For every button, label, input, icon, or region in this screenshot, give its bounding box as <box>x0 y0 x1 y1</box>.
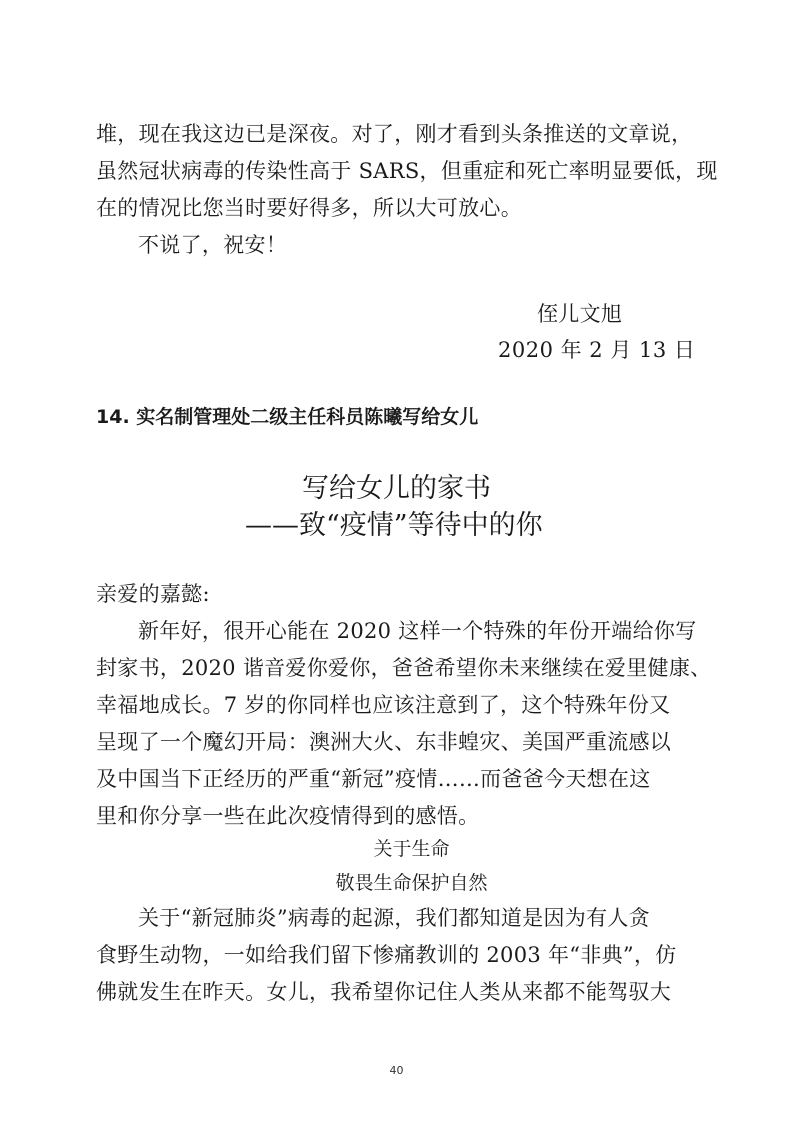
body-text-line: 在的情况比您当时要好得多，所以大可放心。 <box>96 196 522 220</box>
body-text-line: 及中国当下正经历的严重“新冠”疫情……而爸爸今天想在这 <box>96 767 651 791</box>
body-text-line: 关于“新冠肺炎”病毒的起源，我们都知道是因为有人贪 <box>138 906 650 930</box>
letter-title: 写给女儿的家书 <box>302 473 491 504</box>
body-text-line: 虽然冠状病毒的传染性高于 SARS，但重症和死亡率明显要低，现 <box>96 159 718 183</box>
body-text-line: 里和你分享一些在此次疫情得到的感悟。 <box>96 804 480 828</box>
sub-heading: 关于生命 <box>373 838 450 860</box>
body-text-line: 封家书，2020 谐音爱你爱你，爸爸希望你未来继续在爱里健康、 <box>96 656 712 680</box>
section-heading: 14. 实名制管理处二级主任科员陈曦写给女儿 <box>96 406 479 428</box>
sub-heading: 敬畏生命保护自然 <box>335 872 488 894</box>
body-text-line: 呈现了一个魔幻开局：澳洲大火、东非蝗灾、美国严重流感以 <box>96 730 672 754</box>
body-text-line: 新年好，很开心能在 2020 这样一个特殊的年份开端给你写 <box>138 619 697 643</box>
page-number: 40 <box>389 1064 404 1077</box>
body-text-line: 食野生动物，一如给我们留下惨痛教训的 2003 年“非典”，仿 <box>96 943 677 967</box>
body-text-line: 佛就发生在昨天。女儿，我希望你记住人类从来都不能驾驭大 <box>96 980 672 1004</box>
letter-subtitle: ——致“疫情”等待中的你 <box>245 510 543 541</box>
salutation: 亲爱的嘉懿: <box>96 582 210 606</box>
signature-name: 侄儿文旭 <box>537 302 623 326</box>
signature-date: 2020 年 2 月 13 日 <box>498 338 696 362</box>
body-text-line: 堆，现在我这边已是深夜。对了，刚才看到头条推送的文章说， <box>96 122 693 146</box>
body-text-line: 幸福地成长。7 岁的你同样也应该注意到了，这个特殊年份又 <box>96 693 671 717</box>
closing-line: 不说了，祝安！ <box>138 233 288 257</box>
